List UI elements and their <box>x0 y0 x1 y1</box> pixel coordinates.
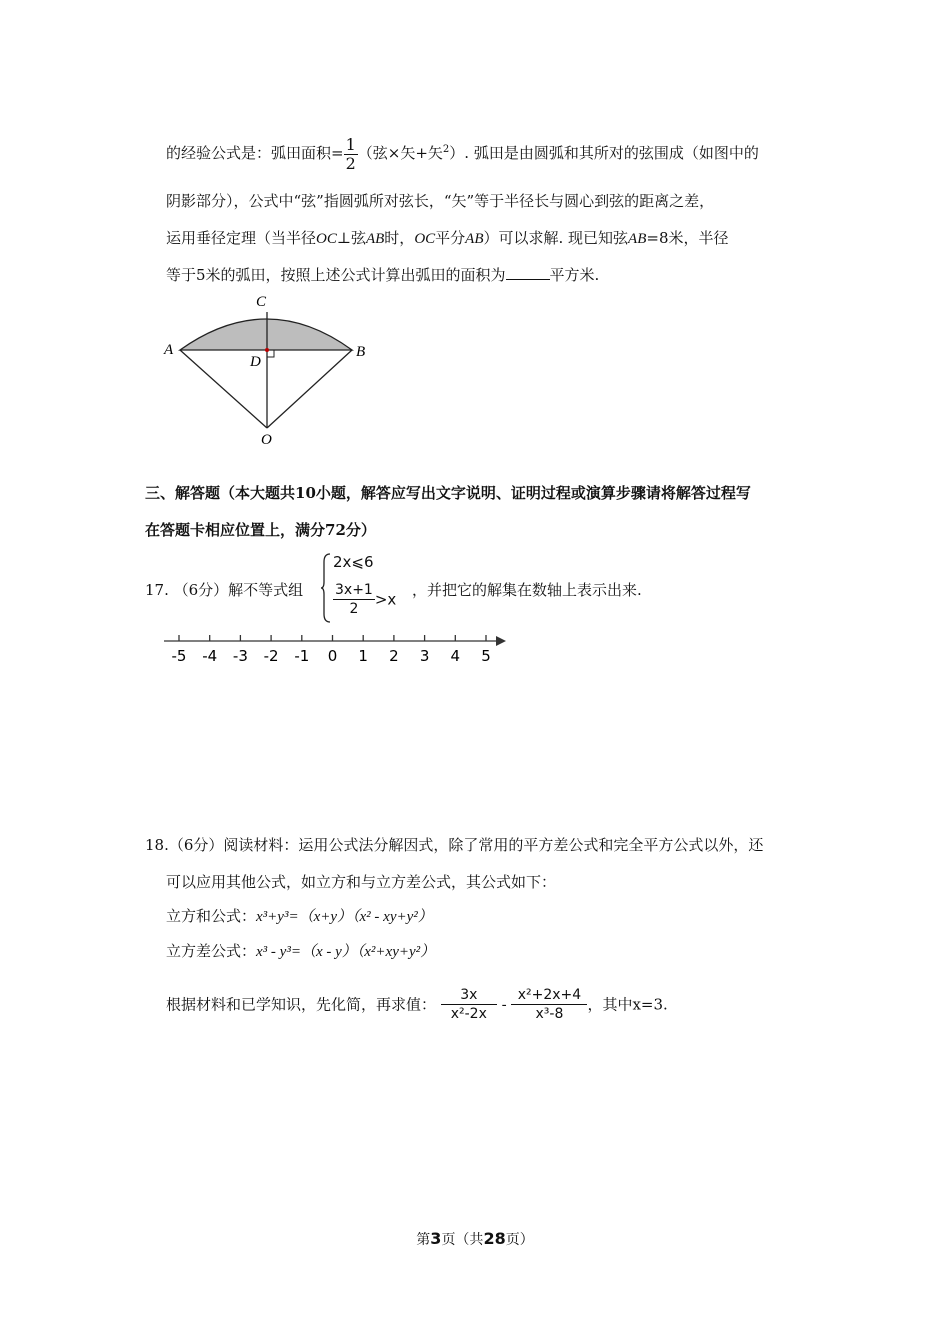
q16-text: 等于5米的弧田，按照上述公式计算出弧田的面积为 <box>166 266 506 284</box>
tick-label: 3 <box>419 647 430 665</box>
label-a: A <box>164 342 174 358</box>
fraction-1 <box>441 986 497 1023</box>
fraction-2-den: x³-8 <box>535 1006 564 1022</box>
sum-label: 立方和公式： <box>166 907 257 925</box>
q16-var: AB <box>365 231 385 247</box>
q16-var: AB <box>465 231 484 247</box>
tick-label: 0 <box>327 647 338 665</box>
tick-label: -2 <box>263 647 279 665</box>
q16-var: OC <box>316 231 337 247</box>
footer-text: 页） <box>505 1232 534 1248</box>
q18-line1: 18.（6分）阅读材料：运用公式法分解因式，除了常用的平方差公式和完全平方公式以外，还 <box>145 836 764 854</box>
q16-line2: 阴影部分），公式中“弦”指圆弧所对弦长，“矢”等于半径长与圆心到弦的距离之差， <box>166 192 715 210</box>
q16-sup: 2 <box>442 144 450 155</box>
number-line <box>160 628 520 668</box>
label-c: C <box>256 294 267 310</box>
half-fraction <box>344 136 358 173</box>
task-suffix: ，其中x=3. <box>587 995 668 1014</box>
total-pages: 28 <box>483 1229 506 1248</box>
q17-frac-num: 3x+1 <box>335 582 373 598</box>
q16-text: （弦×矢+矢 <box>357 144 443 162</box>
q16-line1 <box>166 132 759 173</box>
q16-text: 平分 <box>435 229 466 247</box>
q18-sum-formula <box>166 905 433 926</box>
q16-line4 <box>166 264 599 285</box>
q16-text: 平方米. <box>549 266 600 284</box>
q16-var: AB <box>628 231 647 247</box>
q17-gt: >x <box>374 590 397 609</box>
q17-prefix: 17. （6分）解不等式组 <box>145 581 304 599</box>
q18-task <box>166 986 668 1023</box>
diff-label: 立方差公式： <box>166 942 257 960</box>
q18-diff-formula <box>166 940 435 961</box>
half-den: 2 <box>345 153 356 173</box>
section3-line1: 三、解答题（本大题共10小题，解答应写出文字说明、证明过程或演算步骤请将解答过程写 <box>145 484 751 502</box>
diff-formula: x³ - y³=（x - y）（x²+xy+y²） <box>256 944 436 960</box>
q17-ineq2 <box>333 581 396 618</box>
point-d <box>265 348 269 352</box>
tick-label: -3 <box>232 647 248 665</box>
tick-label: -4 <box>202 647 218 665</box>
section3-line2: 在答题卡相应位置上，满分72分） <box>145 521 376 539</box>
arc-field-figure <box>160 290 380 450</box>
footer-text: 第 <box>416 1232 431 1248</box>
q16-text: 运用垂径定理（当半径 <box>166 229 317 247</box>
tick-label: -5 <box>171 647 187 665</box>
q17-suffix: ，并把它的解集在数轴上表示出来. <box>412 581 642 599</box>
fraction-2 <box>511 986 587 1023</box>
q17-fraction <box>333 581 375 618</box>
system-brace <box>320 552 332 624</box>
answer-blank[interactable] <box>506 265 550 280</box>
label-b: B <box>356 344 366 360</box>
q16-text: =8米，半径 <box>646 229 729 247</box>
q16-var: OC <box>414 231 436 247</box>
tick-label: 4 <box>450 647 461 665</box>
sum-formula: x³+y³=（x+y）（x² - xy+y²） <box>256 909 433 925</box>
fraction-1-den: x²-2x <box>450 1006 487 1022</box>
tick-label: 1 <box>358 647 368 665</box>
q16-line3 <box>166 227 729 248</box>
q16-text: ）. 弧田是由圆弧和其所对的弦围成（如图中的 <box>449 144 759 162</box>
q16-text: 时， <box>384 229 415 247</box>
fraction-1-num: 3x <box>441 986 497 1005</box>
label-o: O <box>261 432 272 448</box>
q17-ineq1: 2x⩽6 <box>333 553 374 571</box>
q16-text: ⊥弦 <box>336 229 366 247</box>
label-d: D <box>250 354 261 370</box>
tick-label: -1 <box>294 647 310 665</box>
q17-frac-den: 2 <box>349 601 359 617</box>
page-number: 3 <box>430 1229 442 1248</box>
minus-sign: - <box>501 995 507 1014</box>
radius-ob <box>267 350 352 428</box>
number-line-arrow <box>496 636 506 646</box>
q16-text: 的经验公式是：弧田面积= <box>166 144 344 162</box>
shaded-segment <box>180 319 352 350</box>
q18-line2: 可以应用其他公式，如立方和与立方差公式，其公式如下： <box>166 873 557 891</box>
task-prefix: 根据材料和已学知识，先化简，再求值： <box>166 995 437 1014</box>
footer-text: 页（共 <box>441 1232 484 1248</box>
q16-text: ）可以求解. 现已知弦 <box>483 229 629 247</box>
tick-label: 5 <box>481 647 491 665</box>
page-footer <box>0 1229 950 1249</box>
tick-label: 2 <box>389 647 399 665</box>
fraction-2-num: x²+2x+4 <box>511 986 587 1005</box>
half-num: 1 <box>345 134 356 154</box>
